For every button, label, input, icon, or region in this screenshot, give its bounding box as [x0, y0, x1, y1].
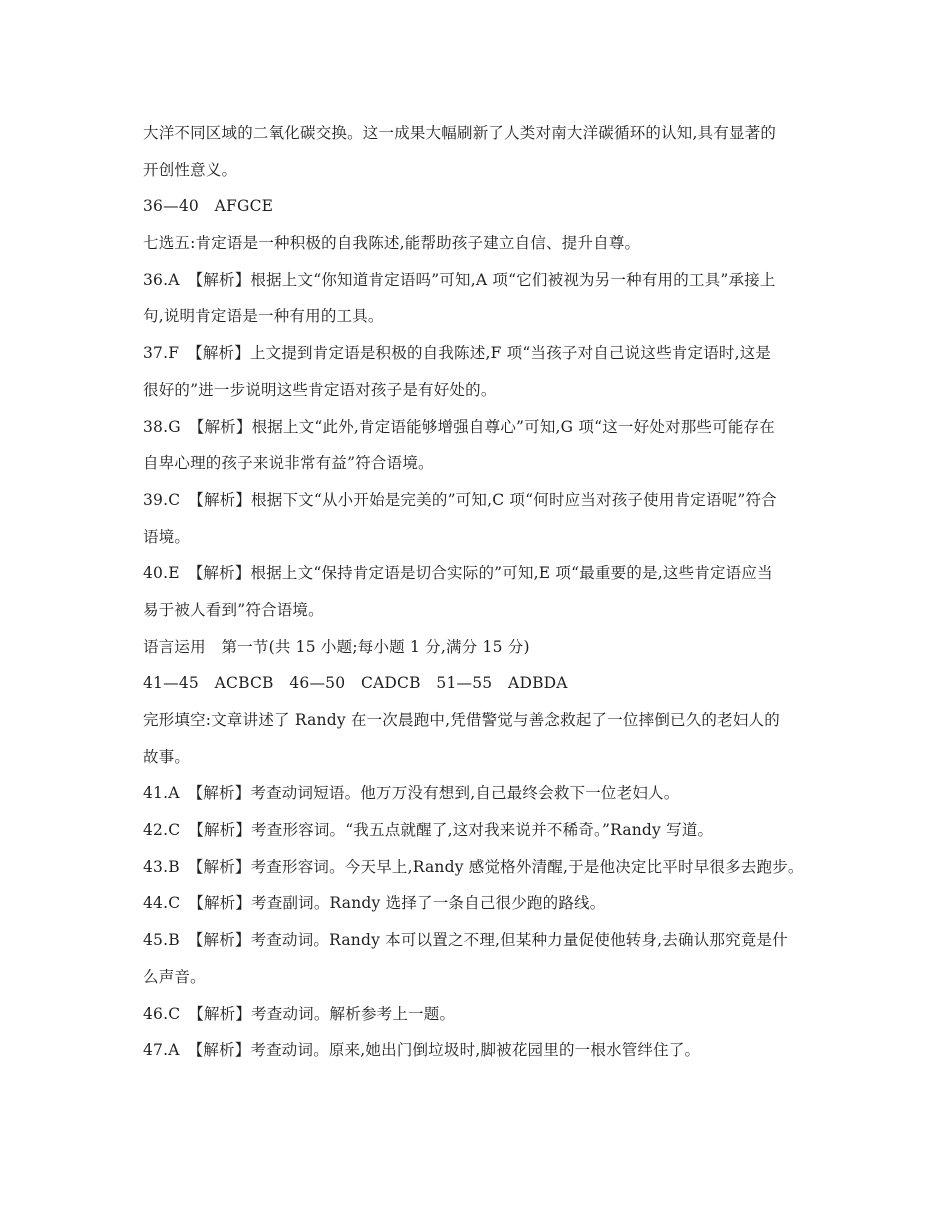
explanation-44: 44.C 【解析】考查副词。Randy 选择了一条自己很少跑的路线。 [143, 894, 606, 913]
section-summary-cloze: 完形填空:文章讲述了 Randy 在一次晨跑中,凭借警觉与善念救起了一位摔倒已久的老妇人的 [143, 711, 780, 729]
answer-key-41-55: 41—45 ACBCB 46—50 CADCB 51—55 ADBDA [143, 674, 568, 693]
text-line: 句,说明肯定语是一种有用的工具。 [143, 307, 384, 326]
text-line: 故事。 [143, 747, 191, 766]
explanation-38: 38.G 【解析】根据上文“此外,肯定语能够增强自尊心”可知,G 项“这一好处对那些可能存在 [143, 417, 775, 436]
answer-key-36-40: 36—40 AFGCE [143, 197, 274, 216]
explanation-46: 46.C 【解析】考查动词。解析参考上一题。 [143, 1004, 456, 1023]
text-line: 大洋不同区域的二氧化碳交换。这一成果大幅刷新了人类对南大洋碳循环的认知,具有显著的 [143, 124, 777, 142]
text-line: 自卑心理的孩子来说非常有益”符合语境。 [143, 454, 434, 473]
section-heading-language-use: 语言运用 第一节(共 15 小题;每小题 1 分,满分 15 分) [143, 637, 530, 656]
text-line: 语境。 [143, 527, 191, 546]
explanation-43: 43.B 【解析】考查形容词。今天早上,Randy 感觉格外清醒,于是他决定比平时早很多去跑步。 [143, 857, 804, 876]
explanation-37: 37.F 【解析】上文提到肯定语是积极的自我陈述,F 项“当孩子对自己说这些肯定语时,这是 [143, 344, 772, 363]
answer-explanations [143, 119, 823, 1073]
explanation-47: 47.A 【解析】考查动词。原来,她出门倒垃圾时,脚被花园里的一根水管绊住了。 [143, 1041, 701, 1060]
explanation-36: 36.A 【解析】根据上文“你知道肯定语吗”可知,A 项“它们被视为另一种有用的工具”承接上 [143, 270, 776, 289]
explanation-41: 41.A 【解析】考查动词短语。他万万没有想到,自己最终会救下一位老妇人。 [143, 784, 680, 803]
explanation-39: 39.C 【解析】根据下文“从小开始是完美的”可知,C 项“何时应当对孩子使用肯定语呢”符合 [143, 490, 777, 509]
section-summary-seven-choose-five: 七选五:肯定语是一种积极的自我陈述,能帮助孩子建立自信、提升自尊。 [143, 234, 641, 253]
explanation-42: 42.C 【解析】考查形容词。“我五点就醒了,这对我来说并不稀奇。”Randy 写道。 [143, 821, 714, 840]
explanation-40: 40.E 【解析】根据上文“保持肯定语是切合实际的”可知,E 项“最重要的是,这些肯定语应当 [143, 564, 773, 583]
text-line: 么声音。 [143, 967, 206, 986]
text-line: 开创性意义。 [143, 160, 238, 179]
explanation-45: 45.B 【解析】考查动词。Randy 本可以置之不理,但某种力量促使他转身,去确认那究竟是什 [143, 931, 788, 950]
text-line: 易于被人看到”符合语境。 [143, 600, 324, 619]
text-line: 很好的”进一步说明这些肯定语对孩子是有好处的。 [143, 380, 497, 399]
